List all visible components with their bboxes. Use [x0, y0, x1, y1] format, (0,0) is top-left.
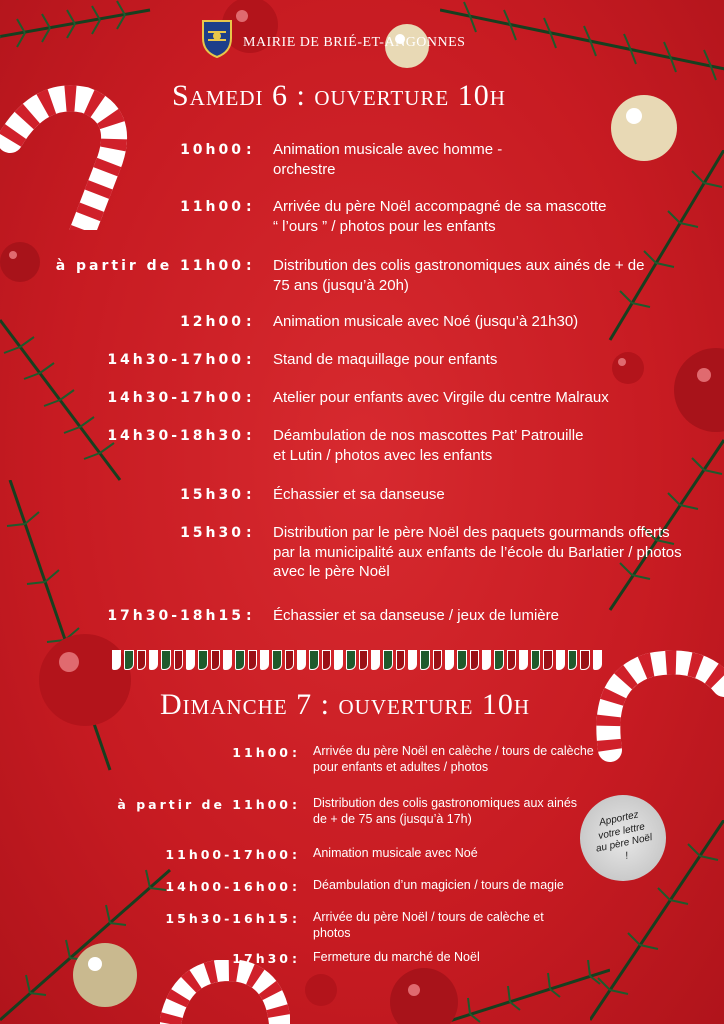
candy-cane-icon: [0, 80, 140, 230]
schedule-time: 11h00: [180, 199, 244, 215]
schedule-time: 10h00: [180, 142, 244, 158]
stocking-icon: [272, 650, 281, 670]
stocking-icon: [248, 650, 257, 670]
schedule-description: Animation musicale avec Noé (jusqu’à 21h30): [273, 313, 579, 330]
stocking-icon: [383, 650, 392, 670]
town-name: MAIRIE DE BRIÉ-ET-ANGONNES: [243, 35, 466, 50]
stocking-icon: [112, 650, 121, 670]
stocking-icon: [482, 650, 491, 670]
time-separator: :: [292, 879, 297, 894]
candy-cane-icon: [590, 640, 724, 790]
ornament-ball-icon: [388, 962, 460, 1024]
stocking-icon: [531, 650, 540, 670]
time-separator: :: [292, 745, 297, 760]
time-separator: :: [246, 525, 252, 541]
town-crest-icon: [200, 18, 234, 58]
stocking-icon: [396, 650, 405, 670]
stocking-icon: [543, 650, 552, 670]
time-separator: :: [246, 142, 252, 158]
stocking-icon: [124, 650, 133, 670]
stocking-icon: [174, 650, 183, 670]
schedule-description: Fermeture du marché de Noël: [313, 950, 480, 964]
stocking-icon: [309, 650, 318, 670]
stocking-icon: [186, 650, 195, 670]
schedule-time: à partir de 11h00: [55, 258, 244, 274]
stocking-icon: [470, 650, 479, 670]
schedule-description: Déambulation d’un magicien / tours de magie: [313, 878, 564, 892]
stocking-icon: [433, 650, 442, 670]
schedule-time: 15h30-16h15: [165, 911, 291, 926]
schedule-description: Échassier et sa danseuse: [273, 486, 445, 503]
ornament-ball-icon: [0, 240, 44, 284]
stocking-icon: [161, 650, 170, 670]
stocking-icon: [359, 650, 368, 670]
sunday-title: Dimanche 7 : ouverture 10h: [160, 688, 531, 721]
badge-text: Apportez votre lettre au père Noël !: [594, 809, 654, 862]
schedule-description: Arrivée du père Noël / tours de calèche et photos: [313, 910, 544, 941]
saturday-title: Samedi 6 : ouverture 10h: [172, 79, 506, 112]
time-separator: :: [246, 390, 252, 406]
schedule-description: Distribution des colis gastronomiques aux ainés de + de 75 ans (jusqu’à 20h): [273, 257, 645, 294]
stocking-icon: [593, 650, 602, 670]
stocking-icon: [519, 650, 528, 670]
time-separator: :: [292, 797, 297, 812]
stocking-icon: [235, 650, 244, 670]
schedule-time: 14h30-18h30: [107, 428, 244, 444]
time-separator: :: [246, 258, 252, 274]
ornament-ball-icon: [303, 972, 339, 1008]
stocking-icon: [507, 650, 516, 670]
ornament-ball-icon: [35, 630, 135, 730]
time-separator: :: [246, 352, 252, 368]
stocking-icon: [137, 650, 146, 670]
stocking-garland: [112, 650, 602, 672]
schedule-time: 12h00: [180, 314, 244, 330]
time-separator: :: [246, 428, 252, 444]
stocking-icon: [260, 650, 269, 670]
schedule-description: Atelier pour enfants avec Virgile du centre Malraux: [273, 389, 609, 406]
schedule-description: Distribution par le père Noël des paquets gourmands offerts par la municipalité aux enfants de l’école du Barlatier / photos avec le père Noël: [273, 524, 682, 580]
schedule-time: 14h00-16h00: [165, 879, 291, 894]
stocking-icon: [297, 650, 306, 670]
schedule-time: 14h30-17h00: [107, 352, 244, 368]
stocking-icon: [285, 650, 294, 670]
stocking-icon: [580, 650, 589, 670]
schedule-time: 11h00: [232, 745, 291, 760]
schedule-description: Stand de maquillage pour enfants: [273, 351, 498, 368]
schedule-description: Animation musicale avec Noé: [313, 846, 478, 860]
ornament-ball-icon: [70, 940, 140, 1010]
time-separator: :: [292, 911, 297, 926]
schedule-description: Échassier et sa danseuse / jeux de lumière: [273, 607, 559, 624]
schedule-time: 11h00-17h00: [165, 847, 291, 862]
schedule-time: 15h30: [180, 487, 244, 503]
schedule-description: Animation musicale avec homme - orchestre: [273, 141, 503, 178]
schedule-time: 17h30-18h15: [107, 608, 244, 624]
time-separator: :: [246, 608, 252, 624]
stocking-icon: [322, 650, 331, 670]
stocking-icon: [223, 650, 232, 670]
fir-branch-icon: [0, 0, 160, 80]
ornament-ball-icon: [608, 92, 680, 164]
stocking-icon: [408, 650, 417, 670]
time-separator: :: [246, 314, 252, 330]
stocking-icon: [568, 650, 577, 670]
schedule-description: Arrivée du père Noël en calèche / tours de calèche pour enfants et adultes / photos: [313, 744, 594, 775]
stocking-icon: [198, 650, 207, 670]
stocking-icon: [149, 650, 158, 670]
schedule-description: Déambulation de nos mascottes Pat’ Patrouille et Lutin / photos avec les enfants: [273, 427, 584, 464]
schedule-description: Distribution des colis gastronomiques aux ainés de + de 75 ans (jusqu’à 17h): [313, 796, 578, 827]
time-separator: :: [292, 951, 297, 966]
time-separator: :: [246, 487, 252, 503]
stocking-icon: [420, 650, 429, 670]
candy-cane-icon: [160, 960, 290, 1024]
stocking-icon: [371, 650, 380, 670]
schedule-time: 14h30-17h00: [107, 390, 244, 406]
fir-branch-icon: [440, 960, 610, 1024]
schedule-time: 15h30: [180, 525, 244, 541]
stocking-icon: [556, 650, 565, 670]
schedule-time: à partir de 11h00: [117, 797, 291, 812]
schedule-description: Arrivée du père Noël accompagné de sa mascotte “ l’ours ” / photos pour les enfants: [273, 198, 607, 235]
stocking-icon: [346, 650, 355, 670]
schedule-time: 17h30: [232, 951, 291, 966]
time-separator: :: [292, 847, 297, 862]
time-separator: :: [246, 199, 252, 215]
stocking-icon: [457, 650, 466, 670]
stocking-icon: [211, 650, 220, 670]
stocking-icon: [494, 650, 503, 670]
stocking-icon: [334, 650, 343, 670]
stocking-icon: [445, 650, 454, 670]
